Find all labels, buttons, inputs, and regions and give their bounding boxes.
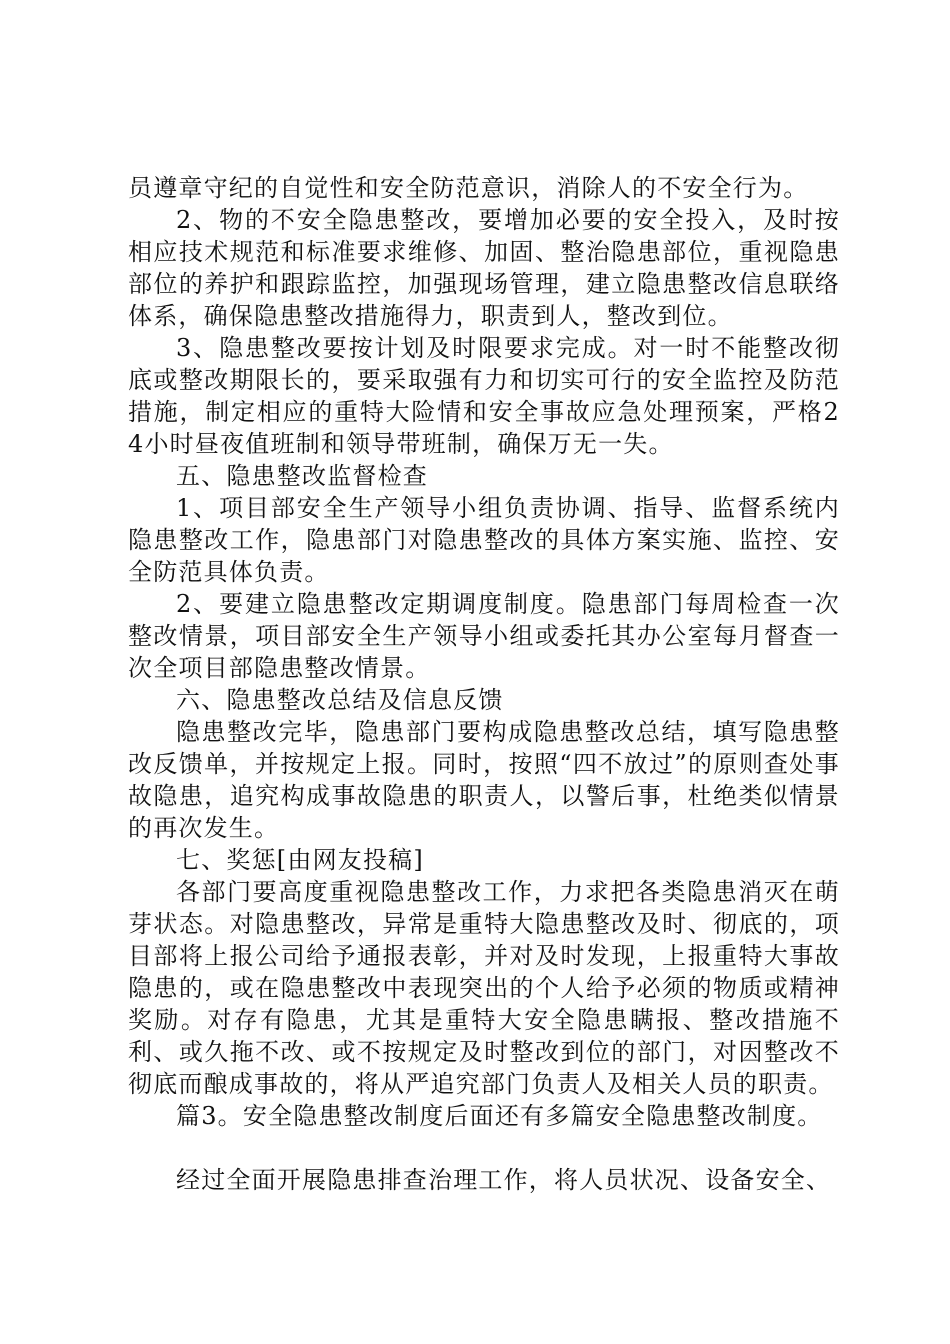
section-heading-6: 六、隐患整改总结及信息反馈 (176, 686, 504, 714)
paragraph-item-2-physical-hazards: 2、物的不安全隐患整改，要增加必要的安全投入，及时按相应技术规范和标准要求维修、加固、整治隐患部位，重视隐患部位的养护和跟踪监控，加强现场管理，建立隐患整改信息联络体系，确保隐患整改措施得力，职责到人，整改到位。 (128, 206, 840, 330)
paragraph-section6-body: 隐患整改完毕，隐患部门要构成隐患整改总结，填写隐患整改反馈单，并按规定上报。同时，按照“四不放过”的原则查处事故隐患，追究构成事故隐患的职责人，以警后事，杜绝类似情景的再次发生。 (128, 718, 840, 842)
paragraph-item-3-deadline: 3、隐患整改要按计划及时限要求完成。对一时不能整改彻底或整改期限长的，要采取强有力和切实可行的安全监控及防范措施，制定相应的重特大险情和安全事故应急处理预案，严格24小时昼夜值班制和领导带班制，确保万无一失。 (128, 334, 840, 458)
paragraph-part-3-intro: 经过全面开展隐患排查治理工作，将人员状况、设备安全、 (176, 1166, 832, 1194)
paragraph-part-3-note: 篇3。安全隐患整改制度后面还有多篇安全隐患整改制度。 (176, 1102, 823, 1130)
paragraph-section5-item-2: 2、要建立隐患整改定期调度制度。隐患部门每周检查一次整改情景，项目部安全生产领导小组或委托其办公室每月督查一次全项目部隐患整改情景。 (128, 590, 840, 682)
paragraph-continuation: 员遵章守纪的自觉性和安全防范意识，消除人的不安全行为。 (128, 174, 809, 202)
section-heading-5: 五、隐患整改监督检查 (176, 462, 428, 490)
paragraph-section7-body: 各部门要高度重视隐患整改工作，力求把各类隐患消灭在萌芽状态。对隐患整改，异常是重特大隐患整改及时、彻底的，项目部将上报公司给予通报表彰，并对及时发现，上报重特大事故隐患的，或在隐患整改中表现突出的个人给予必须的物质或精神奖励。对存有隐患，尤其是重特大安全隐患瞒报、整改措施不利、或久拖不改、或不按规定及时整改到位的部门，对因整改不彻底而酿成事故的，将从严追究部门负责人及相关人员的职责。 (128, 878, 840, 1098)
paragraph-gap (128, 1132, 840, 1164)
paragraph-section5-item-1: 1、项目部安全生产领导小组负责协调、指导、监督系统内隐患整改工作，隐患部门对隐患整改的具体方案实施、监控、安全防范具体负责。 (128, 494, 840, 586)
section-heading-7: 七、奖惩[由网友投稿] (176, 846, 424, 874)
document-body (128, 172, 840, 1196)
